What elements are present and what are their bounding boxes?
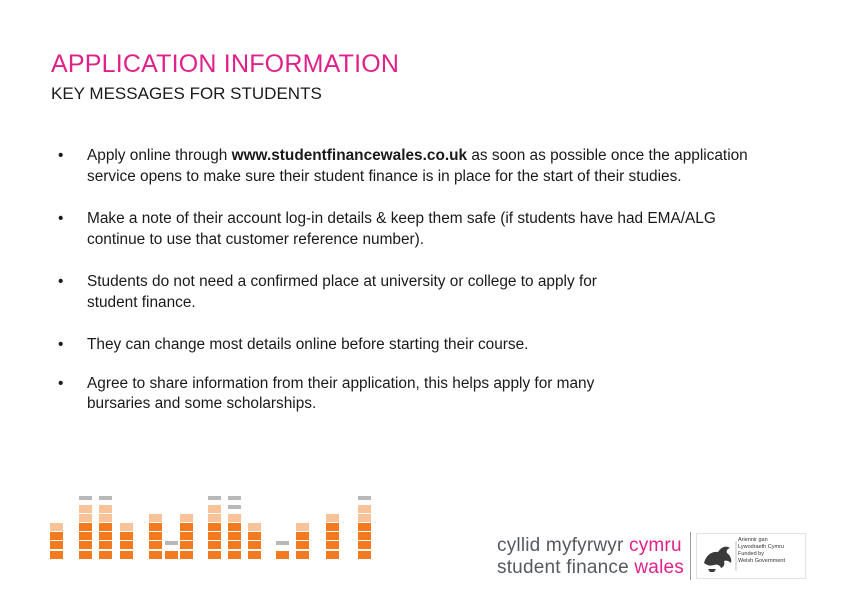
equalizer-bar bbox=[149, 523, 162, 531]
equalizer-bar bbox=[149, 551, 162, 559]
bullet-icon: • bbox=[58, 374, 64, 392]
bullet-icon: • bbox=[58, 147, 64, 164]
equalizer-bar bbox=[326, 532, 339, 540]
equalizer-bar bbox=[208, 551, 221, 559]
website-link[interactable]: www.studentfinancewales.co.uk bbox=[231, 147, 468, 164]
equalizer-bar bbox=[79, 532, 92, 540]
equalizer-bar bbox=[358, 541, 371, 549]
equalizer-bar bbox=[208, 505, 221, 513]
equalizer-bar bbox=[50, 551, 63, 559]
equalizer-bar bbox=[79, 541, 92, 549]
equalizer-bar bbox=[358, 532, 371, 540]
equalizer-bar bbox=[248, 523, 261, 531]
equalizer-bar bbox=[79, 505, 92, 513]
bullet-icon: • bbox=[58, 210, 64, 227]
equalizer-bar bbox=[99, 523, 112, 531]
equalizer-bar bbox=[50, 541, 63, 549]
equalizer-bar bbox=[228, 541, 241, 549]
equalizer-bar bbox=[99, 551, 112, 559]
equalizer-bar bbox=[296, 532, 309, 540]
bullet-text: They can change most details online before starting their course. bbox=[87, 336, 529, 353]
student-finance-wales-logo bbox=[497, 535, 684, 579]
equalizer-bar bbox=[296, 541, 309, 549]
equalizer-bar bbox=[120, 523, 133, 531]
equalizer-bar bbox=[248, 551, 261, 559]
equalizer-bar bbox=[99, 496, 112, 500]
equalizer-bar bbox=[208, 532, 221, 540]
equalizer-bar bbox=[79, 523, 92, 531]
page-title: APPLICATION INFORMATION bbox=[51, 50, 400, 78]
list-item bbox=[58, 335, 778, 356]
bullet-icon: • bbox=[58, 336, 64, 353]
equalizer-bar bbox=[326, 523, 339, 531]
list-item bbox=[58, 209, 778, 250]
equalizer-bar bbox=[99, 541, 112, 549]
bullet-icon: • bbox=[58, 273, 64, 290]
equalizer-bar bbox=[120, 532, 133, 540]
equalizer-bar bbox=[208, 541, 221, 549]
equalizer-bar bbox=[180, 551, 193, 559]
equalizer-bar bbox=[296, 523, 309, 531]
logo-divider bbox=[690, 532, 691, 580]
equalizer-bar bbox=[228, 505, 241, 509]
equalizer-bar bbox=[180, 541, 193, 549]
equalizer-bar bbox=[149, 514, 162, 522]
equalizer-bar bbox=[120, 541, 133, 549]
equalizer-bar bbox=[208, 523, 221, 531]
equalizer-bar bbox=[228, 514, 241, 522]
equalizer-bar bbox=[228, 551, 241, 559]
equalizer-bar bbox=[79, 514, 92, 522]
bullet-text-before-url: Apply online through bbox=[87, 147, 232, 164]
equalizer-bar bbox=[326, 514, 339, 522]
page-subtitle: KEY MESSAGES FOR STUDENTS bbox=[51, 84, 322, 103]
equalizer-bar bbox=[358, 551, 371, 559]
equalizer-bar bbox=[276, 541, 289, 545]
equalizer-bar bbox=[248, 541, 261, 549]
equalizer-bar bbox=[358, 523, 371, 531]
bullet-text: Make a note of their account log-in details & keep them safe (if students have had EMA/ALG continue to use that customer reference number). bbox=[87, 210, 716, 248]
equalizer-bar bbox=[296, 551, 309, 559]
equalizer-bar bbox=[149, 532, 162, 540]
list-item bbox=[58, 146, 778, 187]
equalizer-bar bbox=[120, 551, 133, 559]
equalizer-bar bbox=[165, 541, 178, 545]
equalizer-bar bbox=[99, 505, 112, 513]
equalizer-bar bbox=[248, 532, 261, 540]
equalizer-bar bbox=[180, 514, 193, 522]
equalizer-bar bbox=[358, 514, 371, 522]
equalizer-bar bbox=[326, 551, 339, 559]
equalizer-bar bbox=[358, 496, 371, 500]
equalizer-bar bbox=[79, 551, 92, 559]
equalizer-bar bbox=[276, 551, 289, 559]
equalizer-bar bbox=[228, 532, 241, 540]
equalizer-bar bbox=[326, 541, 339, 549]
bullet-text-after-url: as soon as possible once the application service opens to make sure their student finance is in place for the start of their studies. bbox=[87, 147, 748, 185]
list-item bbox=[58, 272, 627, 313]
welsh-government-text: Ariennir gan Lywodraeth Cymru Funded by Welsh Government bbox=[738, 537, 785, 564]
welsh-wordmark: cyllid myfyrwyr cymru bbox=[497, 535, 682, 556]
equalizer-bar bbox=[50, 523, 63, 531]
bullet-text: Students do not need a confirmed place at university or college to apply for student finance. bbox=[87, 273, 597, 311]
equalizer-bar bbox=[165, 551, 178, 559]
equalizer-bar bbox=[180, 523, 193, 531]
dragon-icon bbox=[704, 547, 731, 572]
equalizer-graphic bbox=[50, 495, 380, 565]
equalizer-bar bbox=[99, 514, 112, 522]
equalizer-bar bbox=[208, 514, 221, 522]
equalizer-bar bbox=[79, 496, 92, 500]
key-messages-list bbox=[58, 146, 778, 415]
bullet-text: Agree to share information from their application, this helps apply for many bursaries and some scholarships. bbox=[87, 374, 595, 412]
equalizer-bar bbox=[149, 541, 162, 549]
equalizer-bar bbox=[358, 505, 371, 513]
equalizer-bar bbox=[228, 496, 241, 500]
equalizer-bar bbox=[99, 532, 112, 540]
equalizer-bar bbox=[208, 496, 221, 500]
equalizer-bar bbox=[228, 523, 241, 531]
equalizer-bar bbox=[50, 532, 63, 540]
list-item bbox=[58, 374, 647, 415]
english-wordmark: student finance wales bbox=[497, 557, 684, 578]
equalizer-bar bbox=[180, 532, 193, 540]
